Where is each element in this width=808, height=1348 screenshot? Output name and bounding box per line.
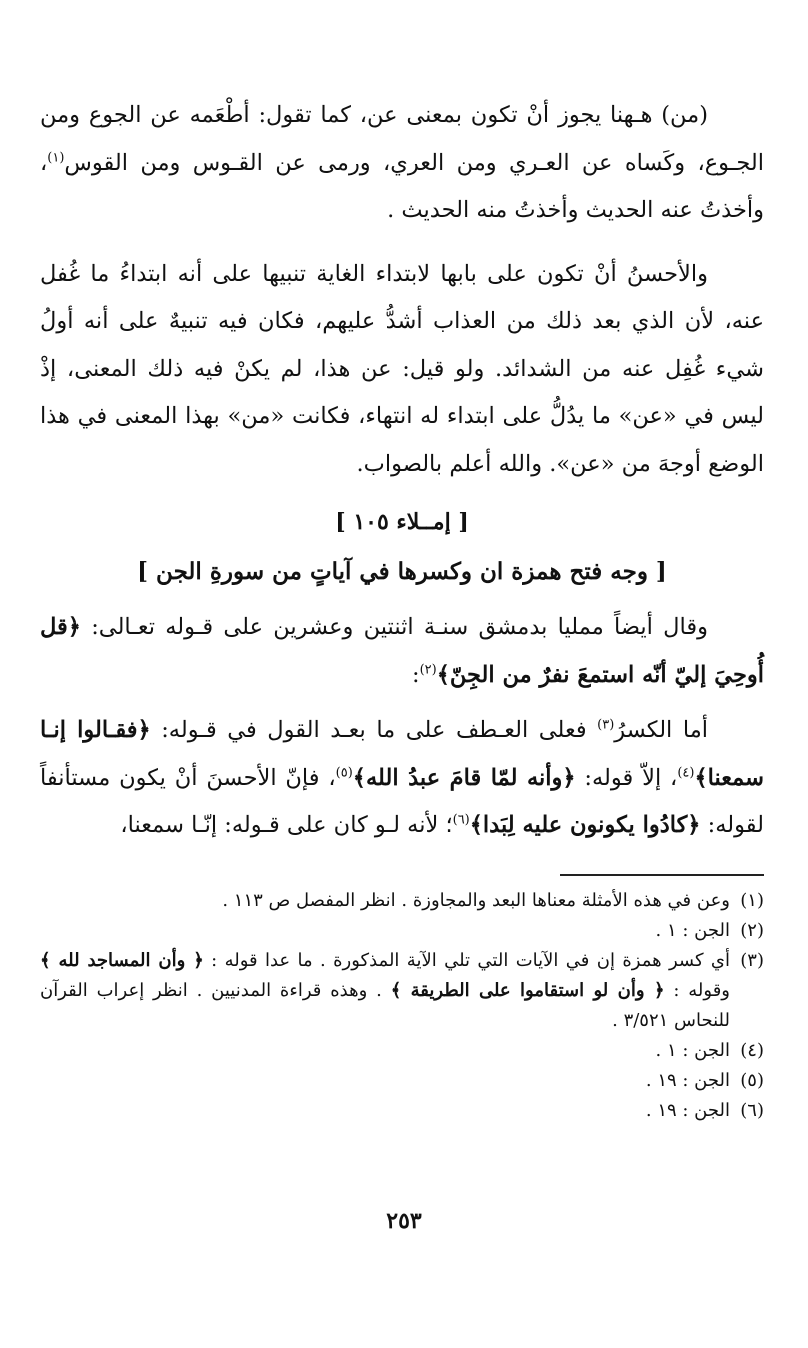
- imla-heading: [ إمــلاء ١٠٥ ]: [335, 509, 469, 535]
- footnote-number: (٣): [740, 949, 764, 971]
- p4-text-2: فعلى العـطف على ما بعـد القول في قـوله:: [150, 717, 598, 743]
- paragraph-4: [40, 707, 764, 850]
- footnote-5: [40, 1066, 764, 1096]
- footnote-text: الجن : ١٩ .: [645, 1099, 730, 1121]
- footnote-number: (٥): [740, 1069, 764, 1091]
- paragraph-2: والأحسنُ أنْ تكون على بابها لابتداء الغاية تنبيها على أنه ابتداءُ ما غُفل عنه، لأن الذي بعد ذلك من العذاب أشدُّ عليهم، فكان فيه تنبيهٌ على أنه أولُ شيء غُفِل عنه من الشدائد. ولو قيل: عن هذا، لم يكنْ فيه ذلك المعنى، إذْ ليس في «عن» ما يدُلُّ على ابتداء له انتهاء، فكانت «من» بهذا المعنى في هذا الوضع أوجهَ من «عن». والله أعلم بالصواب.: [40, 260, 764, 477]
- quran-verse-3: ﴿وأنه لمّا قامَ عبدُ الله﴾: [352, 764, 576, 791]
- footnote-2: [40, 916, 764, 946]
- footnote-number: (٤): [740, 1039, 764, 1061]
- footnote-3-text-a: أي كسر همزة إن في الآيات التي تلي الآية المذكورة . ما عدا قوله :: [203, 949, 730, 971]
- footnote-number: (٢): [740, 919, 764, 941]
- footnote-ref-5: (٥): [335, 765, 353, 780]
- p4-text-5: ؛ لأنه لـو كان على قـوله: إنّـا سمعنا،: [120, 812, 453, 838]
- footnote-ref-3: (٣): [597, 717, 615, 733]
- quran-verse-4: ﴿كادُوا يكونون عليه لِبَدا﴾: [469, 812, 701, 838]
- section-title: [ وجه فتح همزة ان وكسرها في آياتٍ من سورةِ الجن ]: [137, 558, 667, 585]
- footnote-3-quran-a: ﴿ وأن المساجد لله ﴾: [40, 949, 204, 971]
- footnote-text: الجن : ١٩ .: [645, 1069, 730, 1091]
- footnote-4: [40, 1036, 764, 1066]
- footnote-separator-wrap: [40, 850, 764, 876]
- footnote-text: وعن في هذه الأمثلة معناها البعد والمجاوزة . انظر المفصل ص ١١٣ .: [222, 889, 730, 911]
- paragraph-1: [40, 92, 764, 235]
- footnote-ref-6: (٦): [452, 812, 470, 828]
- footnote-number: (٦): [740, 1099, 764, 1121]
- paragraph-3: [40, 604, 764, 699]
- footnote-1: [40, 886, 764, 916]
- footnote-text: [40, 946, 730, 1036]
- footnote-3-text-b: وقوله :: [664, 979, 730, 1001]
- paragraph-1-end: ، وأخذتُ عنه الحديث وأخذتُ منه الحديث .: [40, 149, 764, 223]
- footnotes: [40, 886, 764, 1126]
- footnote-separator: [560, 874, 764, 876]
- paragraph-3-lead: وقال أيضاً ممليا بدمشق سنـة اثنتين وعشرين على قـوله تعـالى:: [80, 614, 708, 640]
- footnote-text: الجن : ١ .: [655, 1039, 730, 1061]
- footnote-ref-4: (٤): [677, 765, 695, 780]
- footnote-3: [40, 946, 764, 1036]
- p4-text-1: أما الكسرُ: [614, 717, 708, 743]
- paragraph-1-text: (من) هـهنا يجوز أنْ تكون بمعنى عن، كما تقول: أطْعَمه عن الجوع ومن الجـوع، وكَساه عن العـري ومن العري، ورمى عن القـوس ومن القوس: [40, 102, 764, 176]
- quran-verse-2: ﴿فقـالوا إنـا سمعنا﴾: [40, 717, 764, 791]
- p4-text-3: ، إلاّ قوله:: [575, 764, 678, 791]
- footnote-3-text-c: . وهذه قراءة المدنيين . انظر إعراب القرآن للنحاس ٣/٥٢١ .: [40, 979, 730, 1031]
- footnote-number: (١): [740, 889, 764, 911]
- page-number: ٢٥٣: [386, 1208, 422, 1234]
- quran-verse-1: ﴿قل أُوحِيَ إليّ أنّه استمعَ نفرٌ من الجِنّ﴾: [40, 614, 764, 688]
- footnote-ref-1: (١): [47, 150, 65, 165]
- footnote-3-quran-b: ﴿ وأن لو استقاموا على الطريقة ﴾: [390, 979, 665, 1001]
- footnote-6: [40, 1096, 764, 1126]
- paragraph-3-end: :: [411, 661, 420, 688]
- footnote-ref-2: (٢): [419, 662, 437, 677]
- p4-text-4: ، فإنّ الأحسنَ أنْ يكون مستأنفاً لقوله:: [40, 764, 764, 838]
- footnote-text: الجن : ١ .: [655, 919, 730, 941]
